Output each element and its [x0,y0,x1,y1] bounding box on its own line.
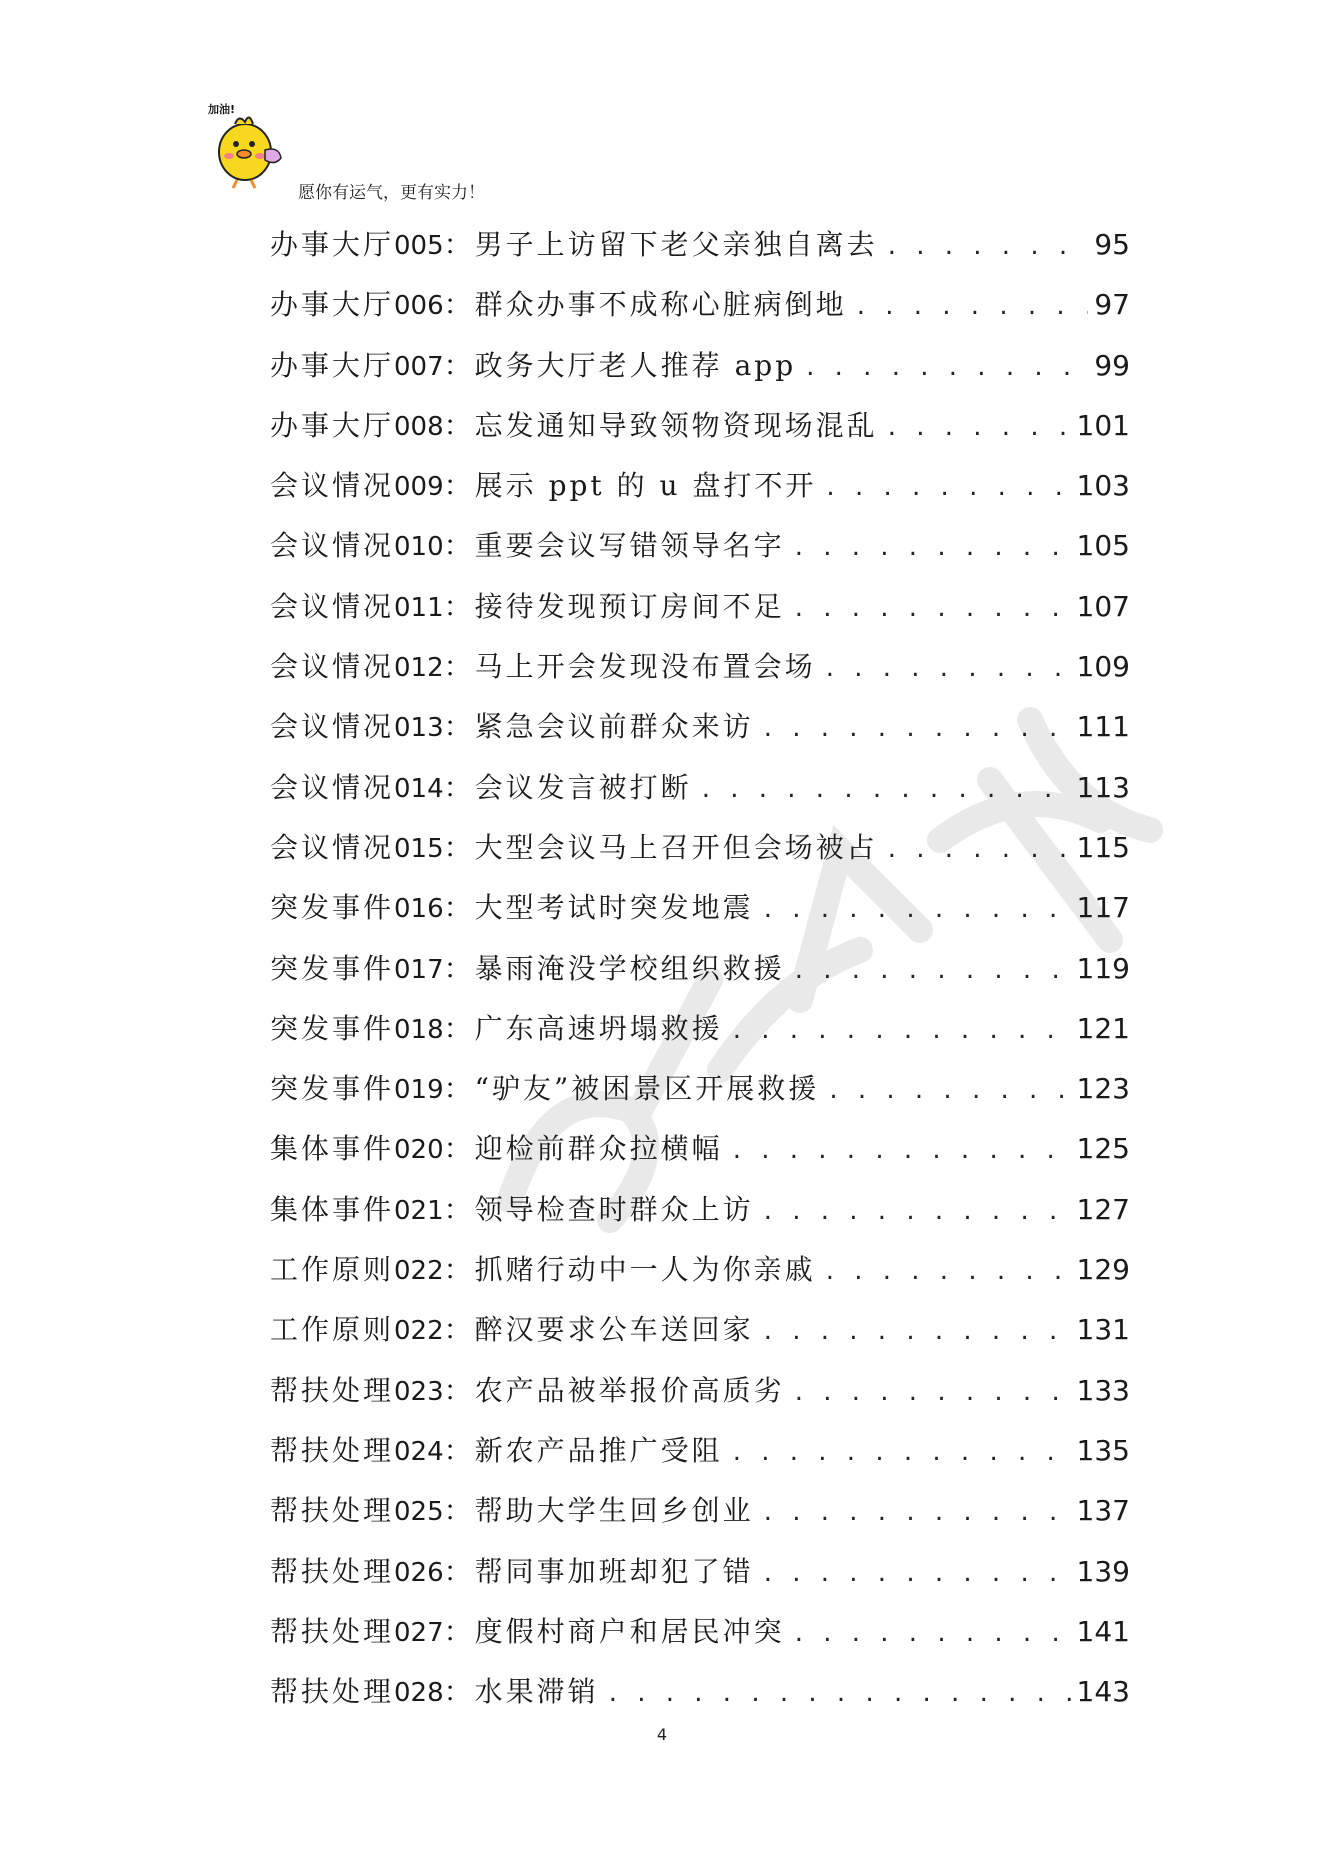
toc-title: 大型考试时突发地震 [474,891,754,925]
toc-page-number: 143 [1076,1675,1130,1709]
toc-title: 度假村商户和居民冲突 [474,1614,785,1648]
toc-number: 007 [394,351,444,382]
toc-page-number: 107 [1076,589,1130,623]
toc-colon: ： [443,1313,475,1347]
toc-entry[interactable] [270,878,1130,938]
toc-page-number: 99 [1094,348,1130,382]
toc-entry[interactable] [270,577,1130,637]
toc-title: 大型会议马上召开但会场被占 [474,830,878,864]
toc-leader-dots [795,578,1071,638]
toc-number: 025 [394,1497,444,1528]
toc-colon: ： [443,1132,475,1166]
toc-number: 016 [394,894,444,925]
toc-colon: ： [443,1675,475,1709]
toc-leader-dots [795,940,1071,1000]
toc-page-number: 131 [1076,1313,1130,1347]
toc-colon: ： [443,529,475,563]
toc-leader-dots [829,1060,1070,1120]
toc-category: 帮扶处理 [270,1614,395,1648]
toc-number: 018 [394,1014,444,1045]
toc-page-number: 141 [1076,1614,1130,1648]
toc-category: 工作原则 [270,1313,395,1347]
toc-colon: ： [443,830,475,864]
toc-category: 办事大厅 [270,288,395,322]
toc-entry[interactable] [270,758,1130,818]
toc-page-number: 105 [1076,529,1130,563]
toc-number: 022 [394,1256,444,1287]
toc-number: 020 [394,1135,444,1166]
toc-title: 会议发言被打断 [474,770,692,804]
toc-number: 013 [394,713,444,744]
toc-category: 办事大厅 [270,408,395,442]
mascot-tag: 加油! [208,103,236,116]
toc-leader-dots [733,1000,1071,1060]
toc-colon: ： [443,408,475,442]
toc-entry[interactable] [270,275,1130,335]
toc-colon: ： [443,951,475,985]
toc-title: 忘发通知导致领物资现场混乱 [474,408,878,442]
toc-entry[interactable] [270,939,1130,999]
toc-title: 迎检前群众拉横幅 [474,1132,723,1166]
toc-page-number: 103 [1076,469,1130,503]
toc-number: 017 [394,954,444,985]
toc-colon: ： [443,469,475,503]
toc-title: 暴雨淹没学校组织救援 [474,951,785,985]
slogan: 愿你有运气，更有实力！ [298,183,485,203]
toc-colon: ： [443,710,475,744]
toc-page-number: 127 [1076,1192,1130,1226]
toc-leader-dots [733,1120,1071,1180]
toc-title: 帮助大学生回乡创业 [474,1494,754,1528]
toc-title: 展示 ppt 的 u 盘打不开 [474,469,817,503]
toc-page-number: 95 [1094,228,1130,261]
toc-leader-dots [826,638,1071,698]
toc-category: 突发事件 [270,1072,395,1106]
toc-number: 005 [394,231,444,261]
toc-category: 会议情况 [270,529,395,563]
toc-entry[interactable] [270,1481,1130,1541]
toc-entry[interactable] [270,1059,1130,1119]
toc-leader-dots [795,1603,1071,1663]
toc-number: 015 [394,833,444,864]
toc-title: 政务大厅老人推荐 app [474,348,797,382]
toc-category: 工作原则 [270,1253,395,1287]
toc-number: 028 [394,1678,444,1709]
toc-number: 027 [394,1617,444,1648]
toc-leader-dots [806,337,1088,397]
toc-colon: ： [443,228,475,261]
toc-entry[interactable] [270,1119,1130,1179]
toc-leader-dots [764,1301,1071,1361]
toc-leader-dots [857,276,1089,336]
toc-category: 帮扶处理 [270,1554,395,1588]
toc-number: 010 [394,532,444,563]
toc-page-number: 123 [1076,1072,1130,1106]
toc-colon: ： [443,348,475,382]
toc-title: 抓赌行动中一人为你亲戚 [474,1253,816,1287]
toc-leader-dots [826,1241,1071,1301]
toc-category: 会议情况 [270,589,395,623]
toc-category: 集体事件 [270,1132,395,1166]
toc-number: 012 [394,653,444,684]
toc-colon: ： [443,1554,475,1588]
toc-leader-dots [733,1422,1071,1482]
toc-leader-dots [795,517,1071,577]
toc-category: 会议情况 [270,650,395,684]
toc-page-number: 129 [1076,1253,1130,1287]
toc-title: 农产品被举报价高质劣 [474,1373,785,1407]
toc-category: 突发事件 [270,1011,395,1045]
toc-page-number: 111 [1076,710,1130,744]
toc-colon: ： [443,288,475,322]
toc-entry[interactable] [270,1602,1130,1662]
toc-leader-dots [609,1663,1071,1723]
toc-category: 帮扶处理 [270,1433,395,1467]
toc-category: 突发事件 [270,891,395,925]
toc-page-number: 113 [1076,770,1130,804]
toc-leader-dots [795,1362,1071,1422]
toc-category: 帮扶处理 [270,1373,395,1407]
toc-title: 帮同事加班却犯了错 [474,1554,754,1588]
toc-title: 重要会议写错领导名字 [474,529,785,563]
toc-number: 023 [394,1376,444,1407]
toc-leader-dots [826,457,1070,517]
toc-category: 帮扶处理 [270,1675,395,1709]
toc-entry[interactable] [270,999,1130,1059]
toc-colon: ： [443,1011,475,1045]
toc-colon: ： [443,1072,475,1106]
page-number: 4 [656,1725,668,1744]
toc-category: 会议情况 [270,710,395,744]
toc-leader-dots [764,1482,1071,1542]
toc-page-number: 135 [1076,1433,1130,1467]
toc-leader-dots [888,819,1071,879]
toc-number: 024 [394,1436,444,1467]
toc-page-number: 119 [1076,951,1130,985]
toc-entry[interactable] [270,1421,1130,1481]
toc-leader-dots [702,759,1071,819]
toc-colon: ： [443,1433,475,1467]
toc-page-number: 117 [1076,891,1130,925]
toc-title: 领导检查时群众上访 [474,1192,754,1226]
toc-entry[interactable] [270,1180,1130,1240]
toc-colon: ： [443,1614,475,1648]
toc-page-number: 97 [1094,288,1130,322]
toc-title: 广东高速坍塌救援 [474,1011,723,1045]
toc-leader-dots [764,698,1071,758]
toc-page-number: 125 [1076,1132,1130,1166]
toc-entry[interactable] [270,1662,1130,1722]
toc-colon: ： [443,650,475,684]
toc-leader-dots [888,216,1089,276]
toc-colon: ： [443,891,475,925]
toc-leader-dots [888,397,1071,457]
toc-number: 011 [394,592,444,623]
toc-colon: ： [443,1253,475,1287]
toc-title: 马上开会发现没布置会场 [474,650,816,684]
toc-number: 022 [394,1316,444,1347]
toc-category: 会议情况 [270,770,395,804]
toc-title: 接待发现预订房间不足 [474,589,785,623]
toc-category: 集体事件 [270,1192,395,1226]
toc-page-number: 137 [1076,1494,1130,1528]
toc-page-number: 121 [1076,1011,1130,1045]
toc-title: 新农产品推广受阻 [474,1433,723,1467]
toc-number: 019 [394,1075,444,1106]
toc-number: 021 [394,1195,444,1226]
toc-entry[interactable] [270,637,1130,697]
toc-category: 会议情况 [270,469,395,503]
toc-leader-dots [764,1543,1071,1603]
toc-page-number: 101 [1076,408,1130,442]
toc-page-number: 109 [1076,650,1130,684]
toc-category: 突发事件 [270,951,395,985]
toc-entry[interactable] [270,697,1130,757]
toc-colon: ： [443,770,475,804]
toc-category: 帮扶处理 [270,1494,395,1528]
toc-colon: ： [443,589,475,623]
toc-category: 办事大厅 [270,348,395,382]
toc-title: 群众办事不成称心脏病倒地 [474,288,847,322]
toc-number: 008 [394,411,444,442]
toc-colon: ： [443,1494,475,1528]
toc-entry[interactable] [270,1240,1130,1300]
toc-number: 026 [394,1557,444,1588]
toc-entry[interactable] [270,516,1130,576]
toc-entry[interactable] [270,1542,1130,1602]
toc-entry[interactable] [270,1361,1130,1421]
toc-number: 009 [394,472,444,503]
toc-title: 水果滞销 [474,1675,599,1709]
toc-title: 男子上访留下老父亲独自离去 [474,228,878,261]
toc-page-number: 133 [1076,1373,1130,1407]
toc-category: 办事大厅 [270,228,395,261]
toc-title: 醉汉要求公车送回家 [474,1313,754,1347]
toc-title: 紧急会议前群众来访 [474,710,754,744]
toc-entry[interactable] [270,215,1130,275]
toc-entry[interactable] [270,1300,1130,1360]
toc-page-number: 115 [1076,830,1130,864]
toc-number: 006 [394,291,444,322]
toc-number: 014 [394,773,444,804]
toc-leader-dots [764,1181,1071,1241]
toc-entry[interactable] [270,396,1130,456]
toc-leader-dots [764,879,1071,939]
toc-entry[interactable] [270,336,1130,396]
table-of-contents [270,215,1130,1722]
toc-page-number: 139 [1076,1554,1130,1588]
toc-entry[interactable] [270,456,1130,516]
toc-colon: ： [443,1192,475,1226]
toc-category: 会议情况 [270,830,395,864]
toc-title: “驴友”被困景区开展救援 [474,1072,820,1106]
toc-colon: ： [443,1373,475,1407]
toc-entry[interactable] [270,818,1130,878]
